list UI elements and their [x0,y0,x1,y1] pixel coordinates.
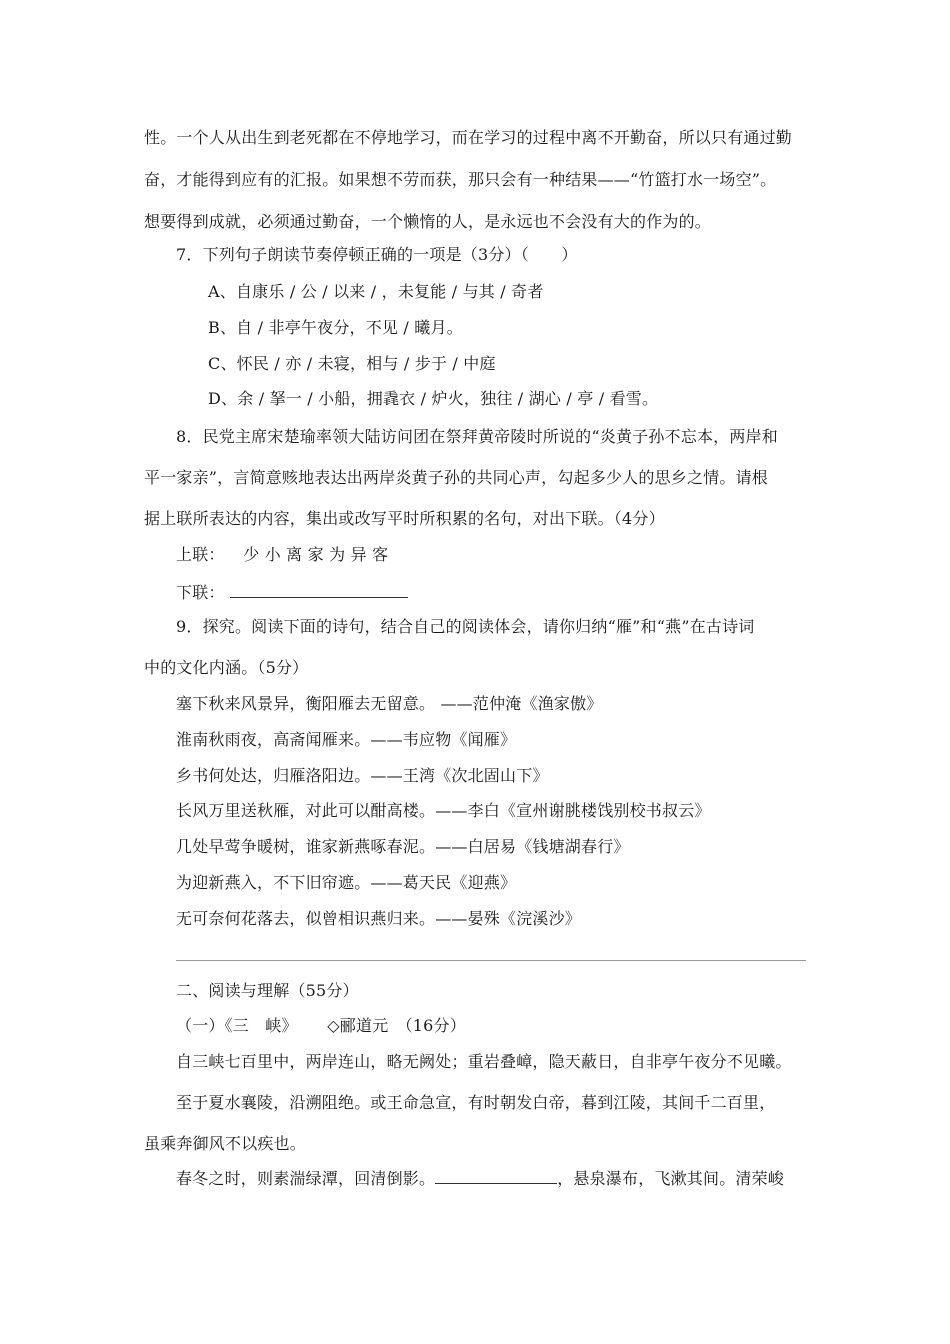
question-7-option-a: A、自康乐 / 公 / 以来 / ，未复能 / 与其 / 奇者 [208,282,544,301]
intro-line-1: 性。一个人从出生到老死都在不停地学习，而在学习的过程中离不开勤奋，所以只有通过勤 [144,128,793,147]
poem-line-2: 淮南秋雨夜，高斋闻雁来。——韦应物《闻雁》 [176,730,517,749]
upper-couplet [176,545,388,565]
passage-paragraph-2-line-1: 至于夏水襄陵，沿溯阻绝。或王命急宣，有时朝发白帝，暮到江陵，其间千二百里， [176,1093,776,1112]
question-7-option-d: D、余 / 拏一 / 小船，拥毳衣 / 炉火，独往 / 湖心 / 亭 / 看雪。 [208,389,659,408]
passage-paragraph-3-end: ，悬泉瀑布，飞漱其间。清荣峻 [557,1169,785,1188]
question-8-line-1: 8．民党主席宋楚瑜率领大陆访问团在祭拜黄帝陵时所说的“炎黄子孙不忘本，两岸和 [176,427,778,446]
passage-paragraph-3 [176,1167,784,1189]
question-7-option-c: C、怀民 / 亦 / 未寝，相与 / 步于 / 中庭 [208,354,496,373]
question-8-line-2: 平一家亲”，言简意赅地表达出两岸炎黄子孙的共同心声，勾起多少人的思乡之情。请根 [144,468,768,487]
intro-line-3: 想要得到成就，必须通过勤奋，一个懒惰的人，是永远也不会没有大的作为的。 [144,212,712,231]
lower-couplet-answer-blank[interactable] [230,581,408,598]
section-2-heading: 二、阅读与理解（55分） [176,981,359,1000]
poem-line-3: 乡书何处达，归雁洛阳边。——王湾《次北固山下》 [176,766,549,785]
passage-title: （一）《三 峡》 ◇郦道元 （16分） [176,1016,466,1035]
poem-line-1: 塞下秋来风景异，衡阳雁去无留意。 ——范仲淹《渔家傲》 [176,694,603,713]
passage-paragraph-2-line-2: 虽乘奔御风不以疾也。 [144,1134,307,1153]
upper-couplet-text: 少 小 离 家 为 异 客 [243,545,389,564]
poem-line-5: 几处早莺争暖树，谁家新燕啄春泥。——白居易《钱塘湖春行》 [176,837,630,856]
intro-line-2: 奋，才能得到应有的汇报。如果想不劳而获，那只会有一种结果——“竹篮打水一场空”。 [144,170,777,189]
lower-couplet [176,581,408,603]
poem-line-4: 长风万里送秋雁，对此可以酣高楼。——李白《宣州谢朓楼饯别校书叔云》 [176,801,711,820]
upper-couplet-label: 上联： [176,545,225,564]
question-8-line-3: 据上联所表达的内容，集出或改写平时所积累的名句，对出下联。（4分） [144,509,665,528]
passage-fill-blank[interactable] [435,1167,557,1184]
question-7-option-b: B、自 / 非亭午夜分，不见 / 曦月。 [208,318,463,337]
question-7-stem: 7．下列句子朗读节奏停顿正确的一项是（3分）（ ） [176,245,578,264]
passage-paragraph-3-start: 春冬之时，则素湍绿潭，回清倒影。 [176,1169,436,1188]
answer-line[interactable] [176,960,806,961]
lower-couplet-label: 下联： [176,583,225,602]
poem-line-7: 无可奈何花落去，似曾相识燕归来。——晏殊《浣溪沙》 [176,909,582,928]
question-9-line-1: 9．探究。阅读下面的诗句，结合自己的阅读体会，请你归纳“雁”和“燕”在古诗词 [176,617,755,636]
passage-paragraph-1: 自三峡七百里中，两岸连山，略无阙处；重岩叠嶂，隐天蔽日，自非亭午夜分不见曦。 [176,1052,792,1071]
question-9-line-2: 中的文化内涵。（5分） [144,658,309,677]
poem-line-6: 为迎新燕入，不下旧帘遮。——葛天民《迎燕》 [176,873,517,892]
